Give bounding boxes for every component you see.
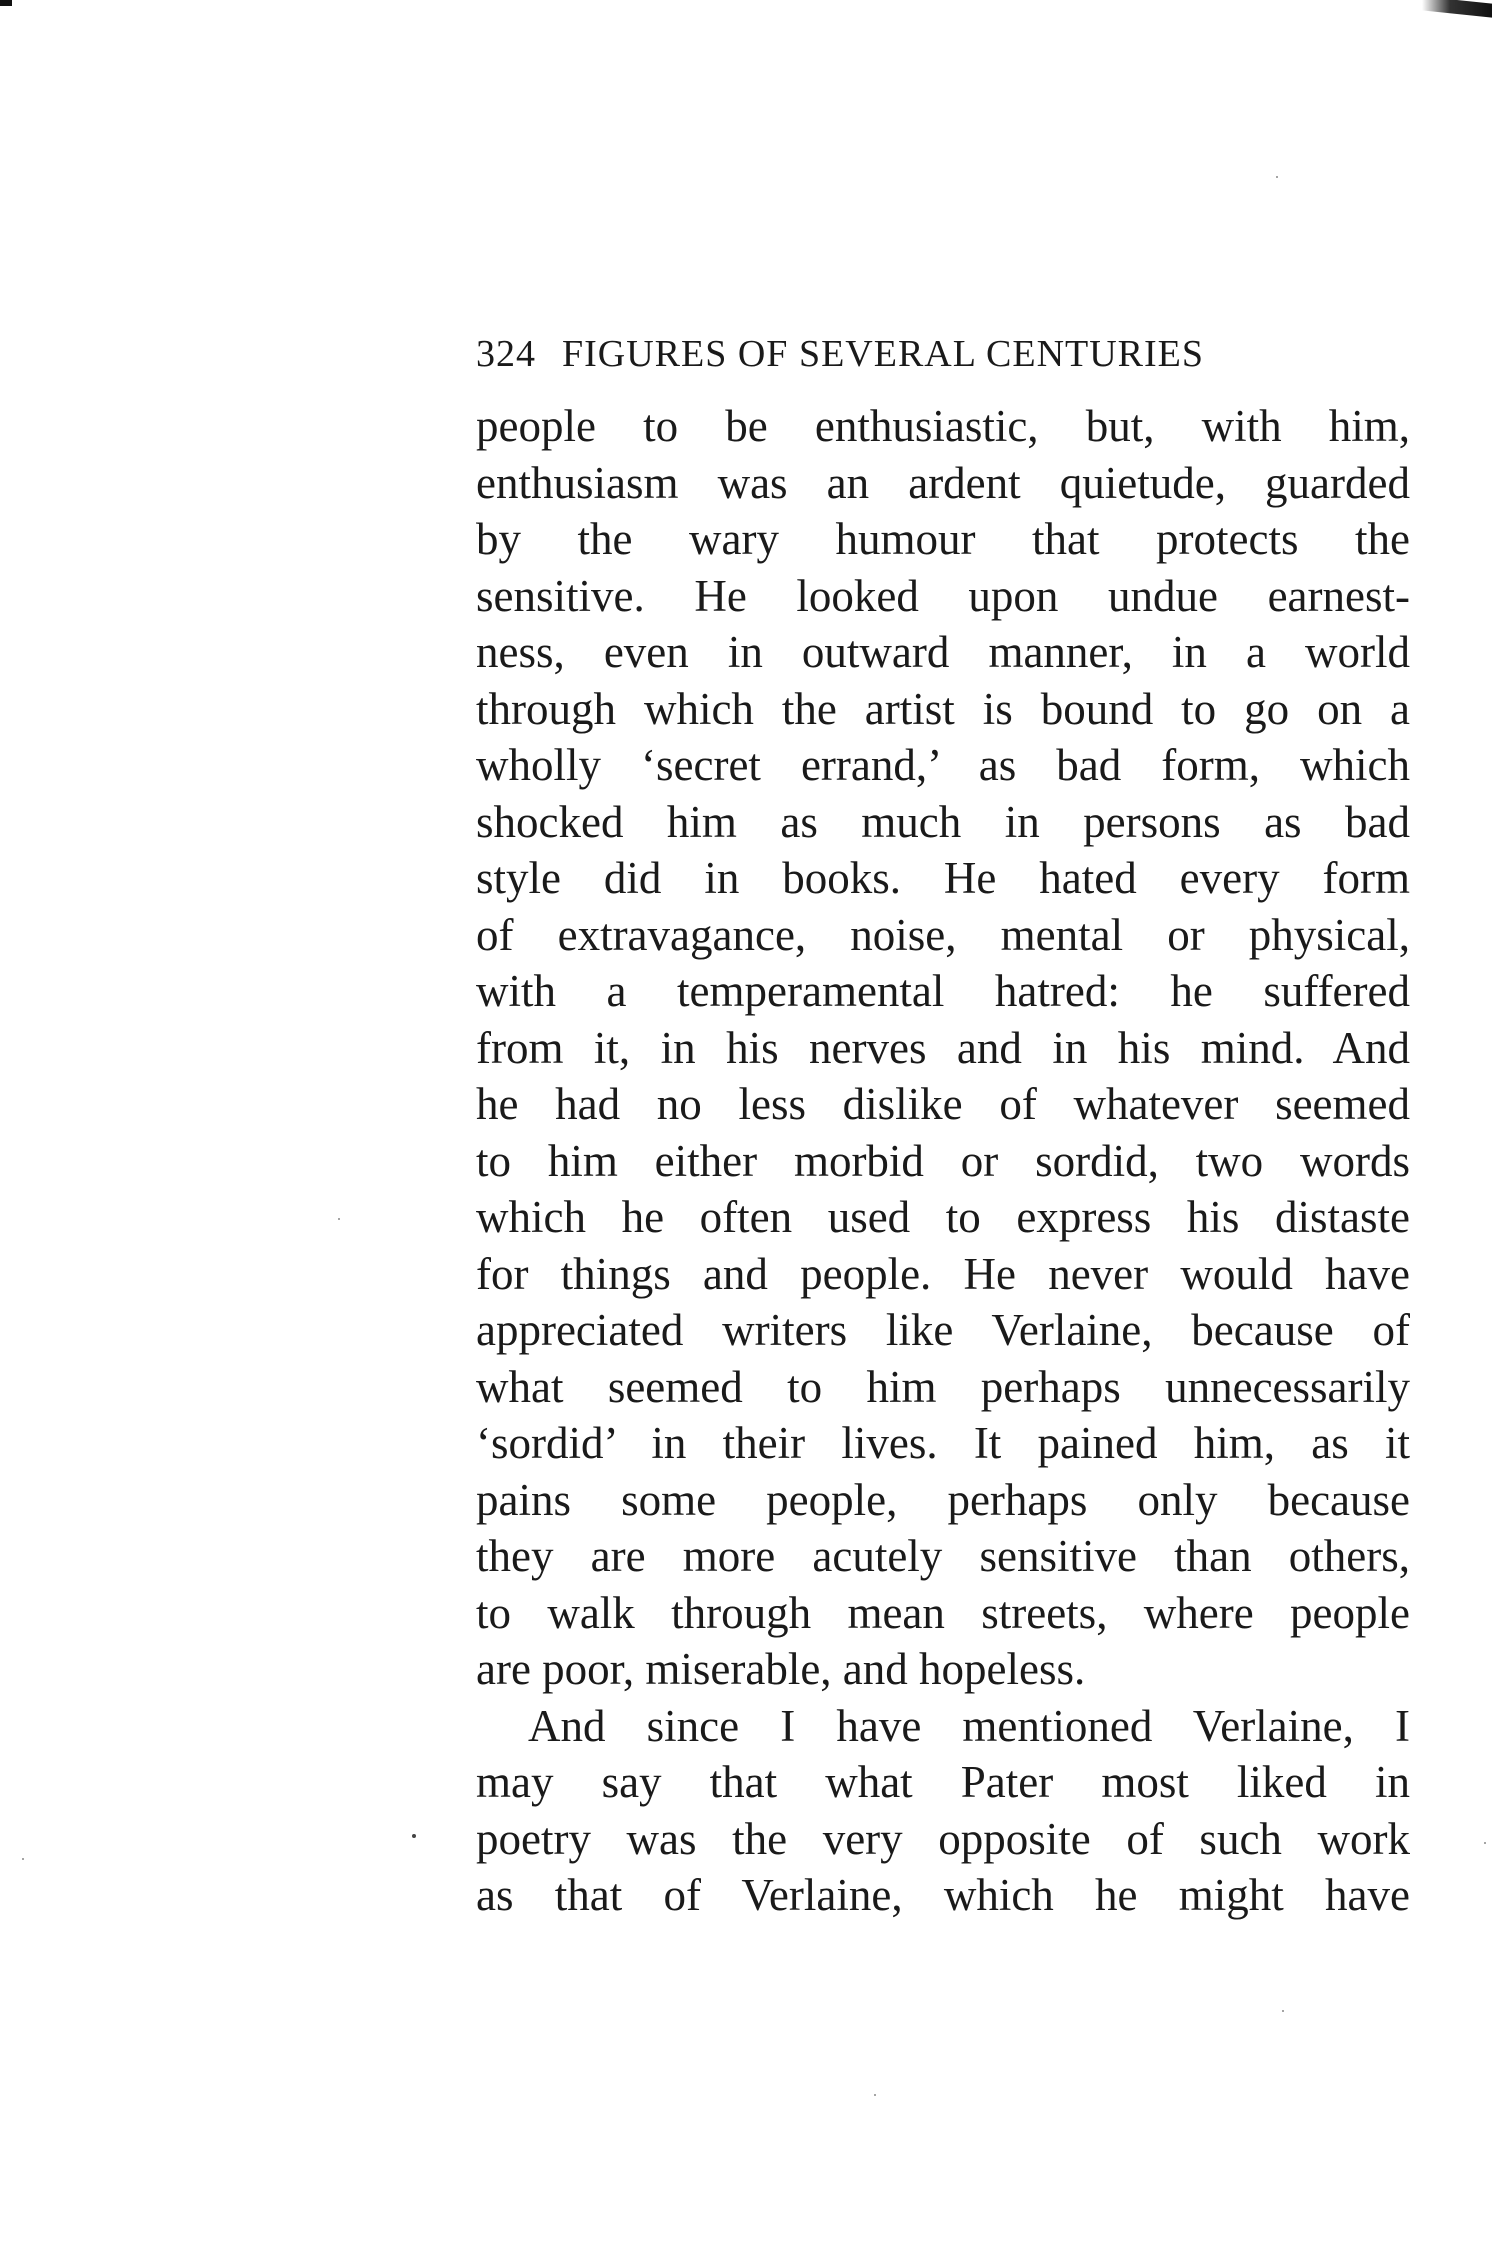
text-line: ‘sordid’ in their lives. It pained him, as it: [476, 1418, 1410, 1468]
text-line: through which the artist is bound to go on a: [476, 683, 1410, 734]
book-page: [476, 332, 1410, 1924]
text-line: he had no less dislike of whatever seemed: [476, 1079, 1410, 1129]
text-line: what seemed to him perhaps unnecessarily: [476, 1361, 1410, 1412]
running-head: [476, 332, 1410, 390]
scan-speck: [874, 2094, 876, 2096]
text-line: as that of Verlaine, which he might have: [476, 1870, 1410, 1920]
text-line: of extravagance, noise, mental or physical,: [476, 909, 1410, 960]
text-line: enthusiasm was an ardent quietude, guarded: [476, 457, 1410, 508]
text-line: by the wary humour that protects the: [476, 514, 1410, 564]
page-number: 324: [476, 333, 536, 375]
text-line: appreciated writers like Verlaine, because of: [476, 1305, 1410, 1355]
text-line: which he often used to express his distaste: [476, 1192, 1410, 1242]
scan-speck: [338, 1218, 340, 1220]
text-line: may say that what Pater most liked in: [476, 1757, 1410, 1807]
text-line: ness, even in outward manner, in a world: [476, 627, 1410, 677]
text-line: for things and people. He never would have: [476, 1248, 1410, 1299]
paragraph: [476, 1698, 1410, 1924]
scan-speck: [1484, 1842, 1486, 1844]
text-line: with a temperamental hatred: he suffered: [476, 966, 1410, 1016]
text-line: to walk through mean streets, where people: [476, 1587, 1410, 1638]
text-line: And since I have mentioned Verlaine, I: [528, 1700, 1410, 1751]
running-title: FIGURES OF SEVERAL CENTURIES: [562, 333, 1205, 375]
text-line: to him either morbid or sordid, two words: [476, 1135, 1410, 1186]
paragraph: [476, 398, 1410, 1698]
text-line: pains some people, perhaps only because: [476, 1474, 1410, 1525]
scan-artifact-top-right: [1422, 0, 1492, 18]
text-line: people to be enthusiastic, but, with him,: [476, 401, 1410, 451]
text-line: shocked him as much in persons as bad: [476, 796, 1410, 847]
scan-artifact-top-left: [0, 0, 12, 6]
text-line: from it, in his nerves and in his mind. And: [476, 1022, 1410, 1073]
body-text: [476, 398, 1410, 1924]
text-line: poetry was the very opposite of such work: [476, 1813, 1410, 1864]
scan-speck: [1282, 2010, 1284, 2012]
text-line: are poor, miserable, and hopeless.: [476, 1644, 1086, 1694]
text-line: sensitive. He looked upon undue earnest-: [476, 570, 1410, 621]
scan-speck: [412, 1834, 416, 1838]
text-line: style did in books. He hated every form: [476, 853, 1410, 903]
scan-speck: [1276, 176, 1278, 178]
scan-speck: [22, 1858, 24, 1860]
text-line: they are more acutely sensitive than others,: [476, 1531, 1410, 1581]
text-line: wholly ‘secret errand,’ as bad form, which: [476, 740, 1410, 790]
